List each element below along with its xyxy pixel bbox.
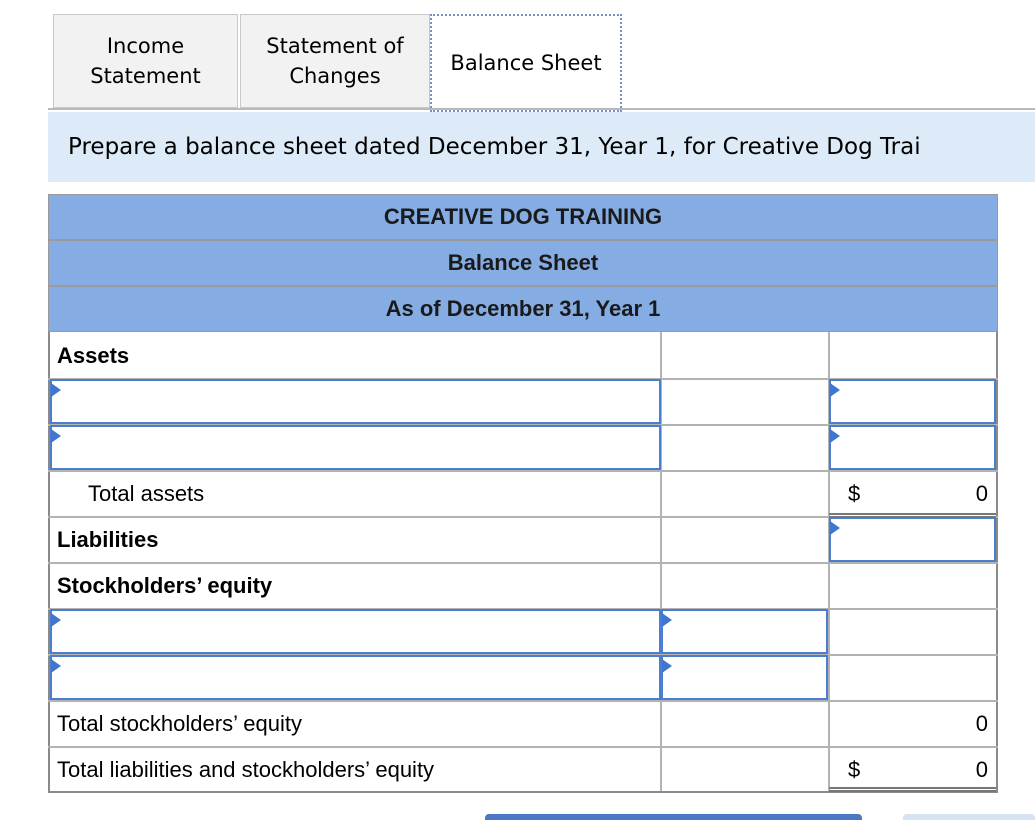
equity-heading: [57, 564, 272, 608]
tab-statement-of-changes[interactable]: [240, 14, 430, 108]
tab-balance-sheet[interactable]: [430, 14, 622, 112]
liabilities-amount-input[interactable]: [829, 517, 996, 562]
next-button-partial[interactable]: [903, 814, 1035, 820]
company-name-header: [48, 194, 998, 240]
tab-divider: [48, 108, 1035, 110]
total-liab-equity-value: 0: [975, 757, 988, 782]
total-liab-equity-currency: $: [848, 757, 861, 782]
dropdown-marker-icon: [51, 383, 61, 397]
dropdown-marker-icon: [830, 429, 840, 443]
asset-amount-input-2[interactable]: [829, 425, 996, 470]
dropdown-marker-icon: [662, 659, 672, 673]
tab-balance-sheet-label: Balance Sheet: [450, 51, 602, 75]
tab-income-statement-label: Income Statement: [90, 34, 201, 88]
assets-heading-text: Assets: [57, 343, 130, 368]
total-liab-equity-label-text: Total liabilities and stockholders’ equity: [57, 756, 435, 782]
total-assets-label: [88, 472, 204, 516]
dropdown-marker-icon: [51, 659, 61, 673]
liabilities-heading: [57, 518, 158, 562]
asset-amount-input-1[interactable]: [829, 379, 996, 424]
liabilities-heading-text: Liabilities: [57, 527, 159, 552]
prev-button-partial[interactable]: [485, 814, 862, 820]
statement-date: As of December 31, Year 1: [385, 296, 661, 321]
statement-title-header: [48, 240, 998, 286]
tab-statement-of-changes-label: Statement of Changes: [266, 34, 404, 88]
total-equity-label-text: Total stockholders’ equity: [57, 711, 302, 736]
dropdown-marker-icon: [51, 429, 61, 443]
equity-amount-input-1[interactable]: [661, 609, 828, 654]
equity-heading-text: Stockholders’ equity: [57, 573, 273, 598]
statement-title: Balance Sheet: [447, 250, 599, 275]
total-assets-label-text: Total assets: [88, 481, 205, 506]
asset-account-input-2[interactable]: [50, 425, 661, 470]
total-equity-label: [57, 702, 302, 746]
dropdown-marker-icon: [830, 521, 840, 535]
instruction-text: Prepare a balance sheet dated December 31, Year 1, for Creative Dog Trai: [68, 134, 921, 160]
equity-account-input-2[interactable]: [50, 655, 661, 700]
total-liab-equity-double-underline: [829, 787, 996, 792]
total-liab-equity-label: [57, 748, 434, 791]
dropdown-marker-icon: [662, 613, 672, 627]
dropdown-marker-icon: [51, 613, 61, 627]
statement-date-header: [48, 286, 998, 332]
company-name: CREATIVE DOG TRAINING: [383, 204, 663, 229]
total-assets-value: 0: [975, 481, 988, 506]
tab-income-statement[interactable]: [53, 14, 238, 108]
total-assets-currency: $: [848, 481, 861, 506]
dropdown-marker-icon: [830, 383, 840, 397]
equity-account-input-1[interactable]: [50, 609, 661, 654]
tab-focus-outline: [430, 14, 622, 112]
assets-heading: [57, 334, 129, 378]
asset-account-input-1[interactable]: [50, 379, 661, 424]
equity-amount-input-2[interactable]: [661, 655, 828, 700]
total-equity-value: 0: [975, 711, 988, 736]
instruction-banner: [48, 112, 1035, 182]
